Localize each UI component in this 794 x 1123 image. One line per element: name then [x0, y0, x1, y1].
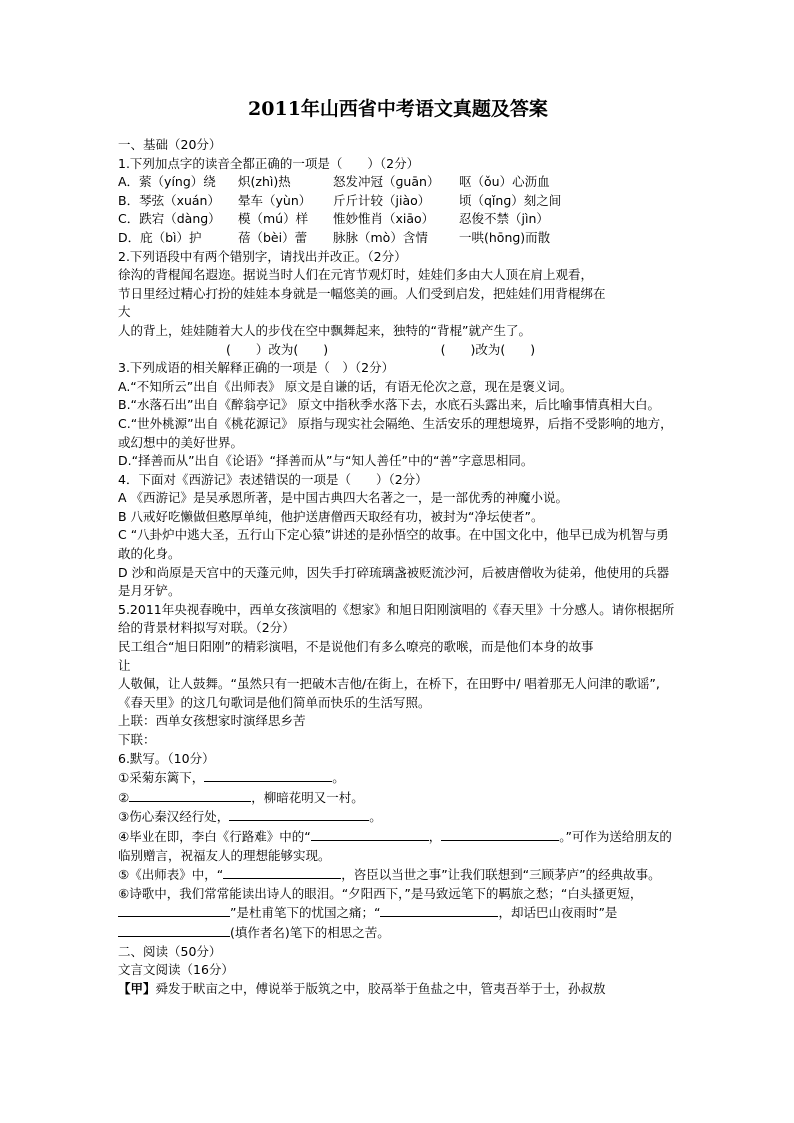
- dictation-line: ② ，柳暗花明又一村。: [118, 789, 364, 805]
- option-text: A.“不知所云”出自《出师表》 原文是自谦的话，有语无伦次之意，现在是褒义词。: [118, 378, 573, 394]
- answer-blank: [311, 827, 429, 841]
- question-stem: 3.下列成语的相关解释正确的一项是（ ）（2分）: [118, 360, 395, 376]
- passage-line: 【甲】舜发于畎亩之中，傅说举于版筑之中，胶鬲举于鱼盐之中，管夷吾举于士，孙叔敖: [118, 980, 606, 996]
- dictation-line: ⑥诗歌中，我们常常能读出诗人的眼泪。“夕阳西下，”是马致远笔下的羁旅之愁；“白头搔更短，”是杜甫笔下的忧国之痛；“ ，却话巴山夜雨时”是(填作者名)笔下的相思之苦。: [118, 885, 643, 940]
- option-text: C.“世外桃源”出自《桃花源记》 原指与现实社会隔绝、生活安乐的理想境界，后指不受影响的地方，或幻想中的美好世界。: [118, 415, 673, 450]
- passage-line: 节日里经过精心打扮的娃娃本身就是一幅悠美的画。人们受到启发，把娃娃们用背棍绑在: [118, 285, 606, 301]
- passage-line: 人的背上，娃娃随着大人的步伐在空中飘舞起来，独特的“背棍”就产生了。: [118, 322, 531, 338]
- question-stem: 4．下面对《西游记》表述错误的一项是（ ）（2分）: [118, 471, 428, 487]
- question-stem: 1.下列加点字的读音全都正确的一项是（ ）（2分）: [118, 155, 420, 171]
- passage-line: 人敬佩，让人鼓舞。“虽然只有一把破木吉他/在街上，在桥下，在田野中/ 唱着那无人问津的歌谣”,《春天里》的这几句歌词是他们简单而快乐的生活写照。: [118, 676, 660, 710]
- option-row: A．萦（yíng）绕 炽(zhì)热 怒发冲冠（ɡuān） 呕（ǒu）心沥血: [118, 174, 550, 190]
- answer-blank: [229, 807, 369, 821]
- answer-blank: [223, 865, 341, 879]
- option-text: D 沙和尚原是天宫中的天蓬元帅，因失手打碎琉璃盏被贬流沙河，后被唐僧收为徒弟，他使用的兵器是月牙铲。: [118, 564, 670, 599]
- option-text: D.“择善而从”出自《论语》“择善而从”与“知人善任”中的“善”字意思相同。: [118, 453, 534, 469]
- dictation-line: ⑤《出师表》中，“ ，咨臣以当世之事”让我们联想到“三顾茅庐”的经典故事。: [118, 867, 661, 883]
- section-heading: 二、阅读（50分）: [118, 943, 222, 959]
- passage-line: 民工组合“旭日阳刚”的精彩演唱，不是说他们有多么嘹亮的歌喉，而是他们本身的故事: [118, 639, 594, 655]
- question-stem: 5.2011年央视春晚中，西单女孩演唱的《想家》和旭日阳刚演唱的《春天里》十分感人。请你根据所给的背景材料拟写对联。（2分）: [118, 601, 675, 636]
- subsection-heading: 文言文阅读（16分）: [118, 962, 234, 978]
- page-title: 2011年山西省中考语文真题及答案: [248, 98, 548, 120]
- dictation-line: ①采菊东篱下， 。: [118, 770, 345, 786]
- document-page: [118, 96, 678, 998]
- dictation-line: ④毕业在即，李白《行路难》中的“ ， 。”可作为送给朋友的临别赠言，祝福友人的理想能够实现。: [118, 828, 672, 863]
- section-heading: 一、基础（20分）: [118, 137, 222, 152]
- answer-blank: [118, 903, 230, 917]
- option-text: B 八戒好吃懒做但憨厚单纯，他护送唐僧西天取经有功，被封为“净坛使者”。: [118, 508, 544, 524]
- answer-blank: [118, 923, 230, 937]
- option-row: C．跌宕（dànɡ） 模（mú）样 惟妙惟肖（xiāo） 忍俊不禁（jìn）: [118, 211, 549, 227]
- answer-blank: [129, 788, 251, 802]
- answer-blanks: ( ）改为( ) ( )改为( ): [226, 341, 536, 357]
- option-row: B．琴弦（xuán） 晕车（yùn） 斤斤计较（jiào） 顷（qǐnɡ）刻之间: [118, 192, 562, 208]
- couplet-upper: 上联：西单女孩想家时演绎思乡苦: [118, 713, 306, 729]
- passage-line: 大: [118, 304, 131, 320]
- option-row: D．庇（bì）护 蓓（bèi）蕾 脉脉（mò）含情 一哄(hōnɡ)而散: [118, 229, 551, 245]
- question-stem: 2.下列语段中有两个错别字，请找出并改正。（2分）: [118, 248, 407, 264]
- couplet-lower: 下联：: [118, 732, 156, 747]
- option-text: A 《西游记》是吴承恩所著，是中国古典四大名著之一，是一部优秀的神魔小说。: [118, 490, 569, 506]
- option-text: C “八卦炉中逃大圣，五行山下定心猿”讲述的是孙悟空的故事。在中国文化中，他早已成为机智与勇敢的化身。: [118, 527, 669, 562]
- passage-line: 让: [118, 657, 131, 673]
- dictation-line: ③伤心秦汉经行处， 。: [118, 809, 382, 825]
- question-stem: 6.默写。（10分）: [118, 750, 215, 766]
- passage-line: 徐沟的背棍闻名遐迩。据说当时人们在元宵节观灯时，娃娃们多由大人顶在肩上观看，: [118, 267, 594, 283]
- passage-tag: 【甲】: [118, 980, 156, 996]
- answer-blank: [380, 903, 498, 917]
- answer-blank: [204, 768, 332, 782]
- option-text: B.“水落石出”出自《醉翁亭记》 原文中指秋季水落下去，水底石头露出来，后比喻事情真相大白。: [118, 397, 660, 413]
- answer-blank: [441, 827, 559, 841]
